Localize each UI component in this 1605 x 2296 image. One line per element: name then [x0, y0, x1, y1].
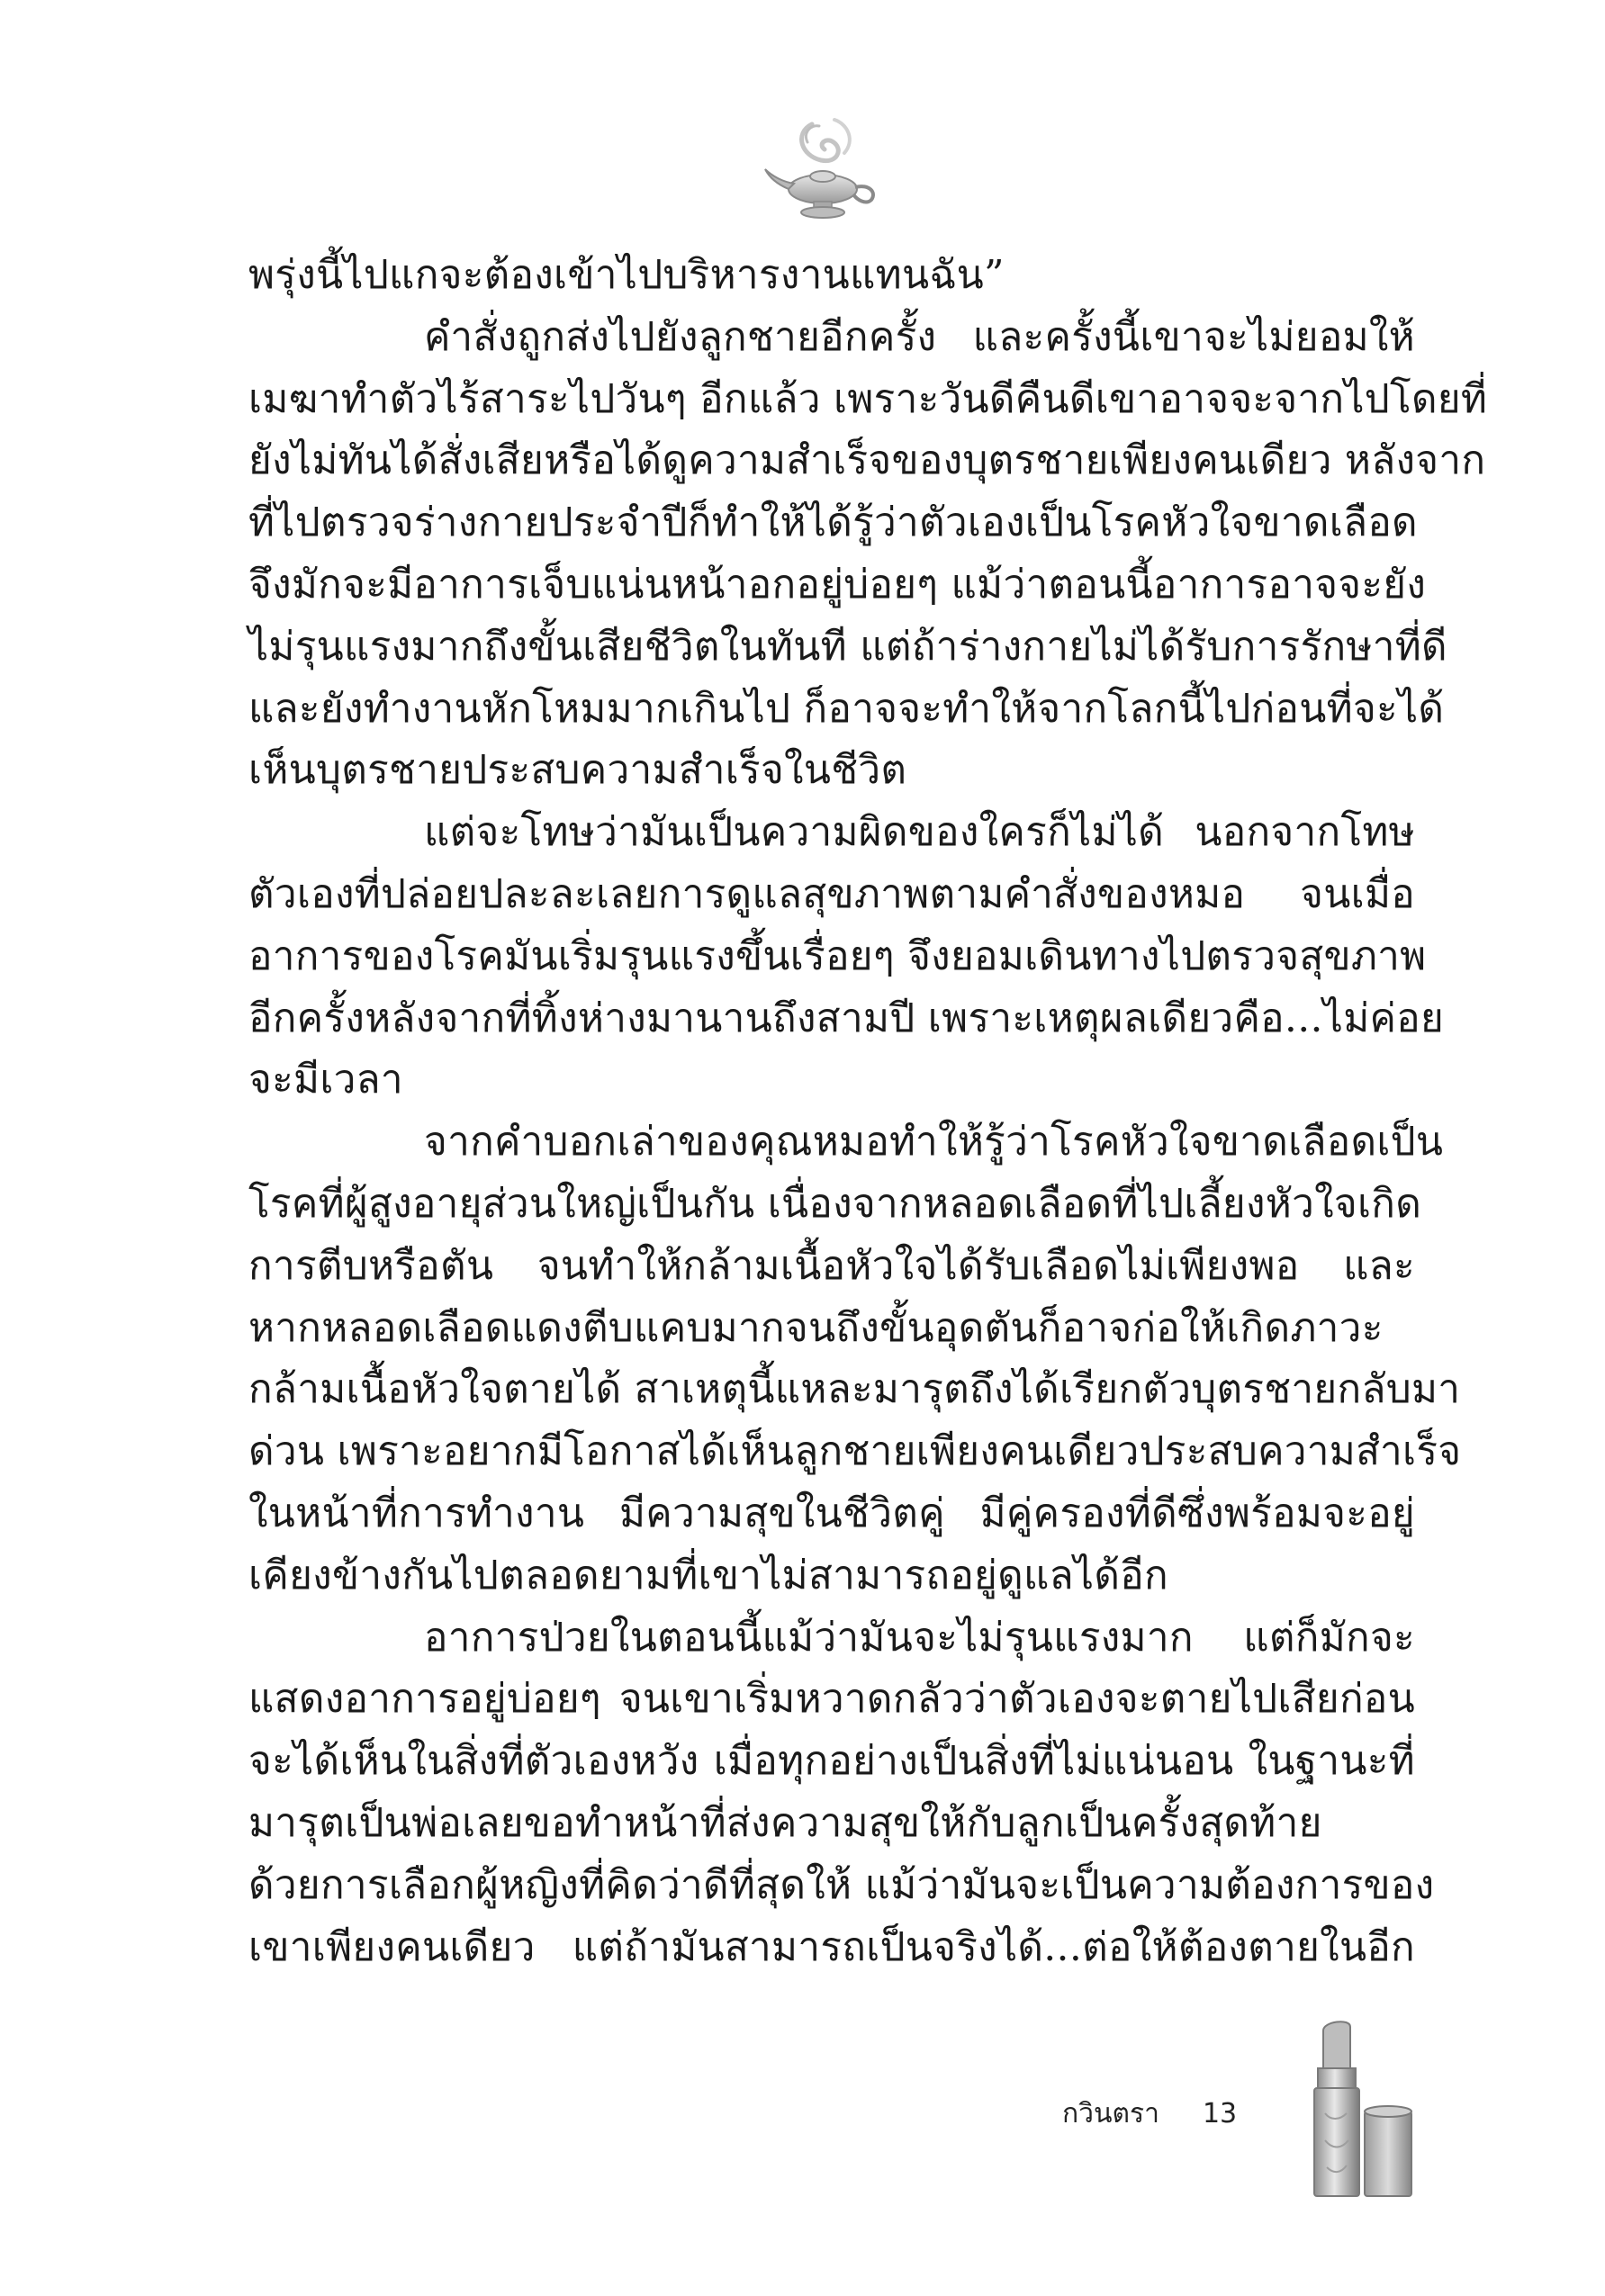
- text-line: เมฆาทำตัวไร้สาระไปวันๆ อีกแล้ว เพราะวันดีคืนดีเขาอาจจะจากไปโดยที่: [248, 375, 1488, 422]
- text-line: แต่จะโทษว่ามันเป็นความผิดของใครก็ไม่ได้ นอกจากโทษ: [424, 809, 1415, 856]
- text-line: อีกครั้งหลังจากที่ทิ้งห่างมานานถึงสามปี เพราะเหตุผลเดียวคือ...ไม่ค่อย: [248, 995, 1445, 1041]
- text-line: อาการป่วยในตอนนี้แม้ว่ามันจะไม่รุนแรงมาก แต่ก็มักจะ: [424, 1614, 1415, 1661]
- text-line: จะมีเวลา: [248, 1057, 403, 1103]
- genie-lamp-icon: [758, 106, 893, 241]
- text-line: พรุ่งนี้ไปแกจะต้องเข้าไปบริหารงานแทนฉัน”: [248, 252, 1005, 298]
- text-line: จากคำบอกเล่าของคุณหมอทำให้รู้ว่าโรคหัวใจขาดเลือดเป็น: [424, 1119, 1444, 1166]
- text-line: ในหน้าที่การทำงาน มีความสุขในชีวิตคู่ มีคู่ครองที่ดีซึ่งพร้อมจะอยู่: [248, 1490, 1415, 1536]
- text-line: กล้ามเนื้อหัวใจตายได้ สาเหตุนี้แหละมารุตถึงได้เรียกตัวบุตรชายกลับมา: [248, 1366, 1461, 1413]
- text-line: ที่ไปตรวจร่างกายประจำปีก็ทำให้ได้รู้ว่าตัวเองเป็นโรคหัวใจขาดเลือด: [248, 500, 1418, 546]
- text-line: ยังไม่ทันได้สั่งเสียหรือได้ดูความสำเร็จของบุตรชายเพียงคนเดียว หลังจาก: [248, 437, 1486, 484]
- text-line: การตีบหรือตัน จนทำให้กล้ามเนื้อหัวใจได้รับเลือดไม่เพียงพอ และ: [248, 1242, 1415, 1289]
- text-line: ไม่รุนแรงมากถึงขั้นเสียชีวิตในทันที แต่ถ้าร่างกายไม่ได้รับการรักษาที่ดี: [248, 623, 1447, 670]
- text-line: เคียงข้างกันไปตลอดยามที่เขาไม่สามารถอยู่ดูแลได้อีก: [248, 1552, 1168, 1598]
- text-line: หากหลอดเลือดแดงตีบแคบมากจนถึงขั้นอุดตันก็อาจก่อให้เกิดภาวะ: [248, 1304, 1384, 1351]
- lipstick-icon: [1303, 2014, 1420, 2203]
- text-line: เห็นบุตรชายประสบความสำเร็จในชีวิต: [248, 747, 907, 794]
- text-line: โรคที่ผู้สูงอายุส่วนใหญ่เป็นกัน เนื่องจากหลอดเลือดที่ไปเลี้ยงหัวใจเกิด: [248, 1180, 1422, 1227]
- page-footer: [1062, 2086, 1237, 2140]
- text-line: ด่วน เพราะอยากมีโอกาสได้เห็นลูกชายเพียงคนเดียวประสบความสำเร็จ: [248, 1428, 1462, 1475]
- author-name: กวินตรา: [1062, 2097, 1159, 2129]
- text-line: คำสั่งถูกส่งไปยังลูกชายอีกครั้ง และครั้งนี้เขาจะไม่ยอมให้: [424, 313, 1415, 360]
- text-line: แสดงอาการอยู่บ่อยๆ จนเขาเริ่มหวาดกลัวว่าตัวเองจะตายไปเสียก่อน: [248, 1676, 1415, 1723]
- text-line: ตัวเองที่ปล่อยปละละเลยการดูแลสุขภาพตามคำสั่งของหมอ จนเมื่อ: [248, 870, 1415, 917]
- page-number: 13: [1202, 2097, 1238, 2129]
- text-line: ด้วยการเลือกผู้หญิงที่คิดว่าดีที่สุดให้ แม้ว่ามันจะเป็นความต้องการของ: [248, 1861, 1435, 1908]
- text-line: จึงมักจะมีอาการเจ็บแน่นหน้าอกอยู่บ่อยๆ แม้ว่าตอนนี้อาการอาจจะยัง: [248, 561, 1427, 608]
- body-text: [248, 245, 1488, 1978]
- text-line: อาการของโรคมันเริ่มรุนแรงขึ้นเรื่อยๆ จึงยอมเดินทางไปตรวจสุขภาพ: [248, 932, 1427, 979]
- text-line: และยังทำงานหักโหมมากเกินไป ก็อาจจะทำให้จากโลกนี้ไปก่อนที่จะได้: [248, 685, 1445, 732]
- text-line: มารุตเป็นพ่อเลยขอทำหน้าที่ส่งความสุขให้กับลูกเป็นครั้งสุดท้าย: [248, 1799, 1322, 1846]
- text-line: เขาเพียงคนเดียว แต่ถ้ามันสามารถเป็นจริงได้...ต่อให้ต้องตายในอีก: [248, 1923, 1415, 1970]
- text-line: จะได้เห็นในสิ่งที่ตัวเองหวัง เมื่อทุกอย่างเป็นสิ่งที่ไม่แน่นอน ในฐานะที่: [248, 1738, 1415, 1785]
